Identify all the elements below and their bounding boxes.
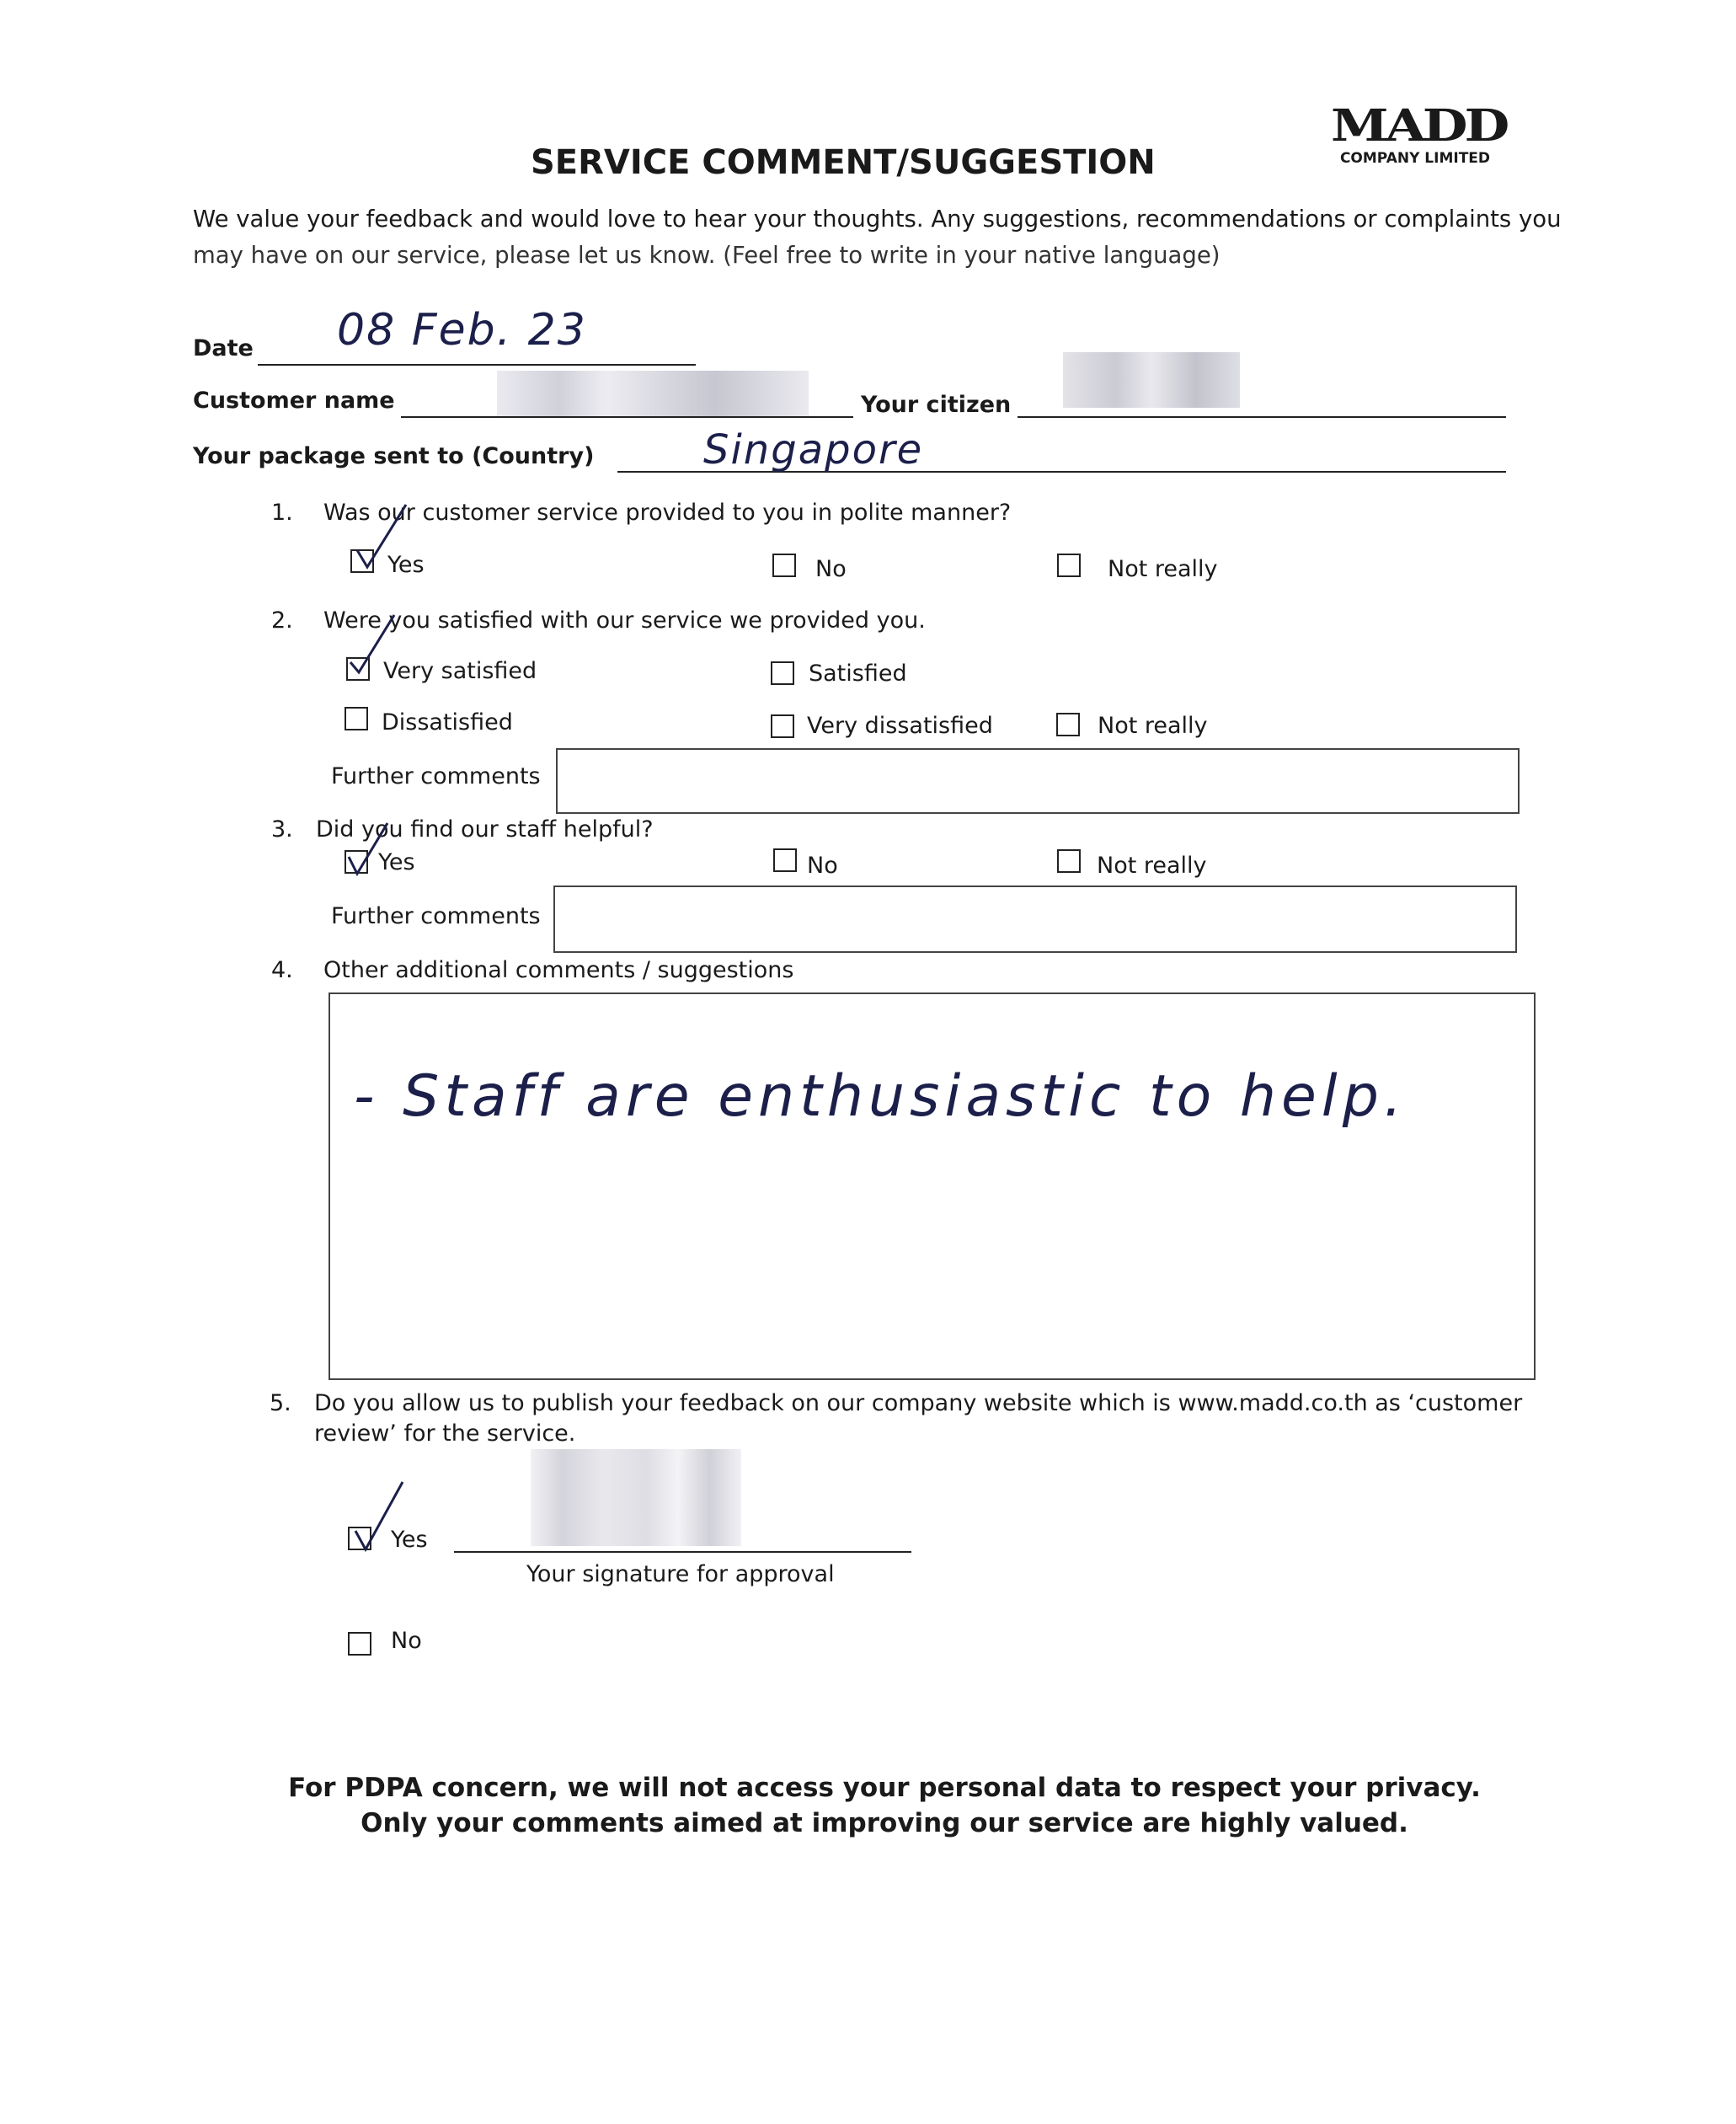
q2-not-really-checkbox[interactable] [1056, 713, 1080, 736]
page-title: SERVICE COMMENT/SUGGESTION [531, 143, 1156, 182]
company-logo [1331, 99, 1507, 167]
q4-comments-field[interactable] [329, 992, 1536, 1380]
country-label: Your package sent to (Country) [193, 443, 595, 469]
q2-further-comments-field[interactable] [556, 748, 1520, 814]
q1-yes-label: Yes [387, 552, 425, 578]
q3-not-really-label: Not really [1097, 853, 1207, 879]
date-label: Date [193, 335, 254, 361]
q1-not-really-checkbox[interactable] [1057, 554, 1081, 577]
q1-not-really-label: Not really [1108, 556, 1218, 582]
q2-not-really-label: Not really [1098, 713, 1208, 739]
citizen-redacted [1063, 352, 1240, 408]
q2-very-satisfied-label: Very satisfied [383, 658, 537, 684]
signature-line [454, 1551, 911, 1553]
q5-no-label: No [391, 1628, 422, 1654]
signature-redacted [531, 1449, 741, 1546]
q5-text-line-2: review’ for the service. [314, 1420, 576, 1447]
q2-dissatisfied-checkbox[interactable] [345, 707, 368, 730]
q5-text-line-1: Do you allow us to publish your feedback on our company website which is www.madd.co.th as ‘customer [314, 1390, 1523, 1416]
country-value[interactable]: Singapore [703, 426, 924, 473]
q2-very-dissatisfied-label: Very dissatisfied [807, 713, 993, 739]
date-value[interactable]: 08 Feb. 23 [337, 305, 587, 356]
customer-name-label: Customer name [193, 388, 395, 414]
q3-text: Did you find our staff helpful? [316, 816, 654, 843]
footer-line-2: Only your comments aimed at improving our service are highly valued. [361, 1808, 1408, 1838]
q2-very-dissatisfied-checkbox[interactable] [771, 714, 794, 738]
q2-text: Were you satisfied with our service we provided you. [323, 607, 926, 634]
q2-satisfied-checkbox[interactable] [771, 661, 794, 685]
q3-no-checkbox[interactable] [773, 848, 797, 872]
q2-further-comments-label: Further comments [331, 763, 541, 789]
q3-not-really-checkbox[interactable] [1057, 849, 1081, 873]
q2-number: 2. [271, 607, 293, 634]
q3-further-comments-field[interactable] [553, 885, 1517, 953]
date-line [258, 364, 696, 366]
q5-no-checkbox[interactable] [348, 1632, 371, 1656]
customer-name-redacted [497, 371, 809, 416]
q2-dissatisfied-label: Dissatisfied [382, 709, 513, 736]
intro-line-1: We value your feedback and would love to hear your thoughts. Any suggestions, recommendations or complaints you [193, 206, 1562, 233]
q1-checkmark-icon [354, 501, 421, 577]
q1-number: 1. [271, 500, 293, 526]
q2-satisfied-label: Satisfied [809, 661, 907, 687]
signature-label: Your signature for approval [526, 1561, 835, 1587]
q1-text: Was our customer service provided to you in polite manner? [323, 500, 1012, 526]
q1-no-label: No [815, 556, 847, 582]
logo-subtitle: COMPANY LIMITED [1339, 150, 1491, 167]
q3-checkmark-icon [345, 821, 413, 897]
q1-no-checkbox[interactable] [772, 554, 796, 577]
q5-yes-label: Yes [391, 1527, 428, 1553]
citizen-label: Your citizen [861, 392, 1012, 418]
q5-checkmark-icon [352, 1479, 419, 1554]
q3-no-label: No [807, 853, 838, 879]
footer-line-1: For PDPA concern, we will not access your personal data to respect your privacy. [288, 1773, 1481, 1803]
q3-number: 3. [271, 816, 293, 843]
citizen-line [1018, 416, 1506, 418]
q4-text: Other additional comments / suggestions [323, 957, 794, 983]
q4-number: 4. [271, 957, 293, 983]
q4-comments-value: - Staff are enthusiastic to help. [354, 1063, 1407, 1130]
q2-checkmark-icon [347, 612, 414, 687]
q3-yes-label: Yes [378, 849, 415, 875]
q5-number: 5. [270, 1390, 291, 1416]
q3-further-comments-label: Further comments [331, 903, 541, 929]
logo-name: MADD [1331, 99, 1507, 152]
intro-line-2: may have on our service, please let us know. (Feel free to write in your native language) [193, 242, 1221, 269]
customer-name-line [401, 416, 853, 418]
